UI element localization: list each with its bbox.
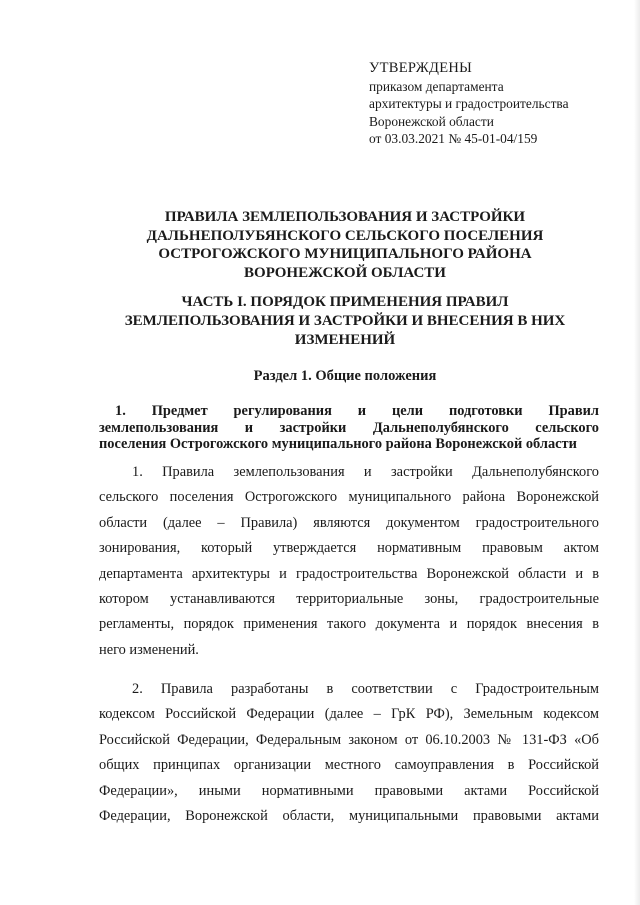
article-title-line: поселения Острогожского муниципального района Воронежской области	[99, 436, 577, 453]
paragraph-line: общих принципах организации местного самоуправления в Российской	[99, 757, 599, 774]
paragraph-line: Федерации», иными нормативными правовыми актами Российской	[99, 782, 599, 799]
document-title-line: ОСТРОГОЖСКОГО МУНИЦИПАЛЬНОГО РАЙОНА	[158, 246, 532, 263]
part-title	[100, 293, 590, 350]
paragraph-line: Российской Федерации, Федеральным законом от 06.10.2003 № 131-ФЗ «Об	[99, 731, 599, 748]
approval-heading: УТВЕРЖДЕНЫ	[369, 60, 473, 76]
paragraph-line: него изменений.	[99, 641, 199, 658]
paragraph-line: Федерации, Воронежской области, муниципальными правовыми актами	[99, 807, 599, 824]
paragraph-line: котором устанавливаются территориальные зоны, градостроительные	[99, 590, 599, 607]
part-title-line: ЧАСТЬ I. ПОРЯДОК ПРИМЕНЕНИЯ ПРАВИЛ	[181, 294, 509, 310]
paragraph-line: регламенты, порядок применения такого документа и порядок внесения в	[99, 616, 599, 633]
paragraph-line: кодексом Российской Федерации (далее – ГрК РФ), Земельным кодексом	[99, 706, 599, 723]
paragraph-line: департамента архитектуры и градостроительства Воронежской области и в	[99, 565, 599, 582]
approval-order-number: от 03.03.2021 № 45-01-04/159	[369, 131, 538, 146]
part-title-line: ЗЕМЛЕПОЛЬЗОВАНИЯ И ЗАСТРОЙКИ И ВНЕСЕНИЯ В НИХ	[124, 313, 566, 329]
approval-line: архитектуры и градостроительства	[369, 96, 569, 111]
approval-stamp-block	[369, 60, 619, 148]
paragraph-line: 1. Правила землепользования и застройки Дальнеполубянского	[132, 464, 599, 480]
article-title-line: землепользования и застройки Дальнеполубянского сельского	[99, 419, 599, 436]
approval-line: Воронежской области	[369, 113, 494, 129]
document-title-line: ВОРОНЕЖСКОЙ ОБЛАСТИ	[244, 264, 446, 281]
paragraph-1	[99, 460, 599, 663]
section-title: Раздел 1. Общие положения	[253, 368, 437, 384]
paragraph-line: области (далее – Правила) являются документом градостроительного	[99, 514, 599, 531]
document-title-line: ПРАВИЛА ЗЕМЛЕПОЛЬЗОВАНИЯ И ЗАСТРОЙКИ	[164, 209, 526, 225]
document-title	[100, 208, 590, 282]
page-edge-shadow	[634, 0, 640, 905]
paragraph-line: сельского поселения Острогожского муниципального района Воронежской	[99, 489, 599, 506]
approval-line: приказом департамента	[369, 78, 504, 94]
document-title-line: ДАЛЬНЕПОЛУБЯНСКОГО СЕЛЬСКОГО ПОСЕЛЕНИЯ	[146, 227, 544, 244]
part-title-line: ИЗМЕНЕНИЙ	[294, 332, 396, 348]
paragraph-line: 2. Правила разработаны в соответствии с Градостроительным	[132, 681, 599, 697]
article-title-line: 1. Предмет регулирования и цели подготовки Правил	[115, 403, 599, 419]
paragraph-2	[99, 677, 599, 829]
paragraph-line: зонирования, который утверждается нормативным правовым актом	[99, 540, 599, 557]
article-title	[99, 403, 599, 453]
